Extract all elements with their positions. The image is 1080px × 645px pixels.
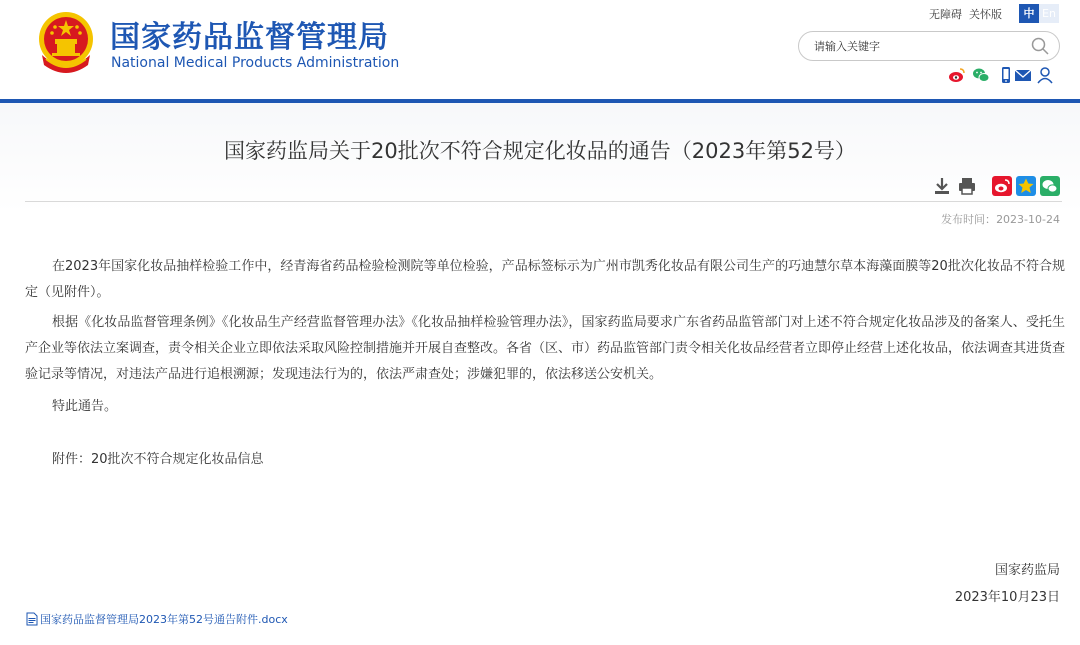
article-paragraph: 在2023年国家化妆品抽样检验工作中，经青海省药品检验检测院等单位检验，产品标签标示为广州市凯秀化妆品有限公司生产的巧迪慧尔草本海藻面膜等20批次化妆品不符合规定（见附件）。	[25, 259, 1065, 300]
attachment-filename[interactable]: 国家药品监督管理局2023年第52号通告附件.docx	[40, 613, 288, 626]
share-qzone-icon[interactable]	[1016, 176, 1036, 196]
lang-english-button[interactable]: En	[1039, 4, 1059, 23]
article-title: 国家药监局关于20批次不符合规定化妆品的通告（2023年第52号）	[224, 139, 856, 163]
lang-chinese-button[interactable]: 中	[1019, 4, 1039, 23]
weibo-icon[interactable]	[948, 66, 966, 84]
site-title-cn[interactable]: 国家药品监督管理局	[110, 20, 389, 55]
article-paragraph: 特此通告。	[52, 399, 118, 414]
publish-label: 发布时间：	[941, 213, 997, 226]
mail-icon[interactable]	[1014, 66, 1032, 84]
article-paragraph: 根据《化妆品监督管理条例》《化妆品生产经营监督管理办法》《化妆品抽样检验管理办法》，国家药监局要求广东省药品监管部门对上述不符合规定化妆品涉及的备案人、受托生产企业等依法立案调查，责令相关企业立即依法采取风险控制措施并开展自查整改。各省（区、市）药品监管部门责令相关化妆品经营者立即停止经营上述化妆品，依法调查其进货查验记录等情况，对违法产品进行追根溯源；发现违法行为的，依法严肃查处；涉嫌犯罪的，依法移送公安机关。	[25, 315, 1066, 382]
share-weibo-icon[interactable]	[992, 176, 1012, 196]
top-links	[929, 6, 1002, 22]
docx-file-icon	[26, 612, 38, 626]
wechat-icon[interactable]	[972, 66, 990, 84]
national-emblem-logo	[38, 11, 94, 73]
issuer-signature: 国家药监局	[994, 563, 1060, 578]
site-header	[0, 0, 1080, 100]
publish-date-value: 2023-10-24	[996, 213, 1060, 226]
search-input[interactable]	[814, 38, 1024, 54]
search-box	[798, 31, 1060, 61]
issue-date: 2023年10月23日	[954, 590, 1060, 605]
print-icon[interactable]	[957, 176, 977, 196]
attachment-note: 附件：20批次不符合规定化妆品信息	[52, 452, 264, 467]
share-wechat-icon[interactable]	[1040, 176, 1060, 196]
site-title-en[interactable]: National Medical Products Administration	[111, 55, 400, 71]
search-icon[interactable]	[1031, 37, 1049, 55]
header-divider-bar	[0, 99, 1080, 103]
publish-date	[941, 211, 1060, 227]
attachment-download-link[interactable]	[26, 611, 288, 627]
title-divider	[25, 201, 1062, 202]
user-icon[interactable]	[1036, 66, 1054, 84]
accessibility-link[interactable]: 无障碍	[929, 8, 962, 21]
care-version-link[interactable]: 关怀版	[969, 8, 1002, 21]
mobile-icon[interactable]	[997, 66, 1015, 84]
download-icon[interactable]	[932, 176, 952, 196]
